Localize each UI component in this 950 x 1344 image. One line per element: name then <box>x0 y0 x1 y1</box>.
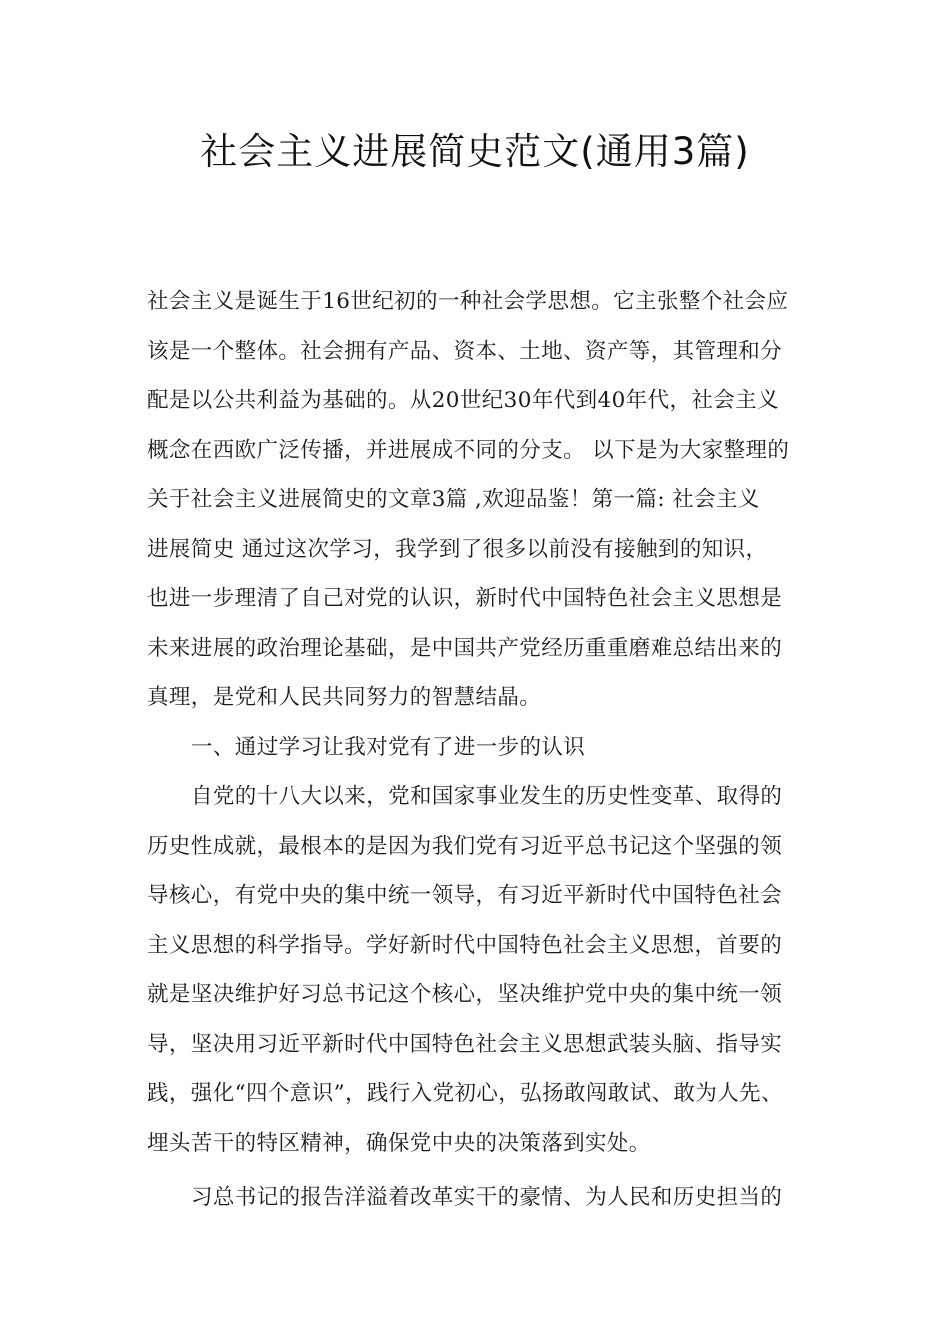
body-line: 埋头苦干的特区精神，确保党中央的决策落到实处。 <box>147 1131 651 1156</box>
body-line: 未来进展的政治理论基础，是中国共产党经历重重磨难总结出来的 <box>147 636 783 661</box>
body-line: 历史性成就，最根本的是因为我们党有习近平总书记这个坚强的领 <box>147 834 783 859</box>
body-line: 概念在西欧广泛传播，并进展成不同的分支。 以下是为大家整理的 <box>147 438 790 463</box>
body-line: 自党的十八大以来，党和国家事业发生的历史性变革、取得的 <box>191 784 783 809</box>
body-line: 习总书记的报告洋溢着改革实干的豪情、为人民和历史担当的 <box>191 1185 783 1210</box>
body-line: 导核心，有党中央的集中统一领导，有习近平新时代中国特色社会 <box>147 883 783 908</box>
document-title: 社会主义进展简史范文(通用3篇) <box>200 130 750 173</box>
body-line: 也进一步理清了自己对党的认识，新时代中国特色社会主义思想是 <box>147 586 783 611</box>
body-line: 配是以公共利益为基础的。从20世纪30年代到40年代，社会主义 <box>147 388 779 413</box>
body-line: 主义思想的科学指导。学好新时代中国特色社会主义思想，首要的 <box>147 933 783 958</box>
body-line: 导，坚决用习近平新时代中国特色社会主义思想武装头脑、指导实 <box>147 1032 783 1057</box>
body-line: 真理，是党和人民共同努力的智慧结晶。 <box>147 685 542 710</box>
section-heading: 一、通过学习让我对党有了进一步的认识 <box>191 735 586 760</box>
body-line: 践，强化“四个意识”，践行入党初心，弘扬敢闯敢试、敢为人先、 <box>147 1081 783 1106</box>
body-line: 社会主义是诞生于16世纪初的一种社会学思想。它主张整个社会应 <box>147 289 789 314</box>
body-line: 进展简史 通过这次学习，我学到了很多以前没有接触到的知识， <box>147 537 768 562</box>
body-line: 关于社会主义进展简史的文章3篇 ,欢迎品鉴！第一篇: 社会主义 <box>147 487 760 512</box>
body-line: 该是一个整体。社会拥有产品、资本、土地、资产等，其管理和分 <box>147 339 783 364</box>
body-line: 就是坚决维护好习总书记这个核心，坚决维护党中央的集中统一领 <box>147 982 783 1007</box>
